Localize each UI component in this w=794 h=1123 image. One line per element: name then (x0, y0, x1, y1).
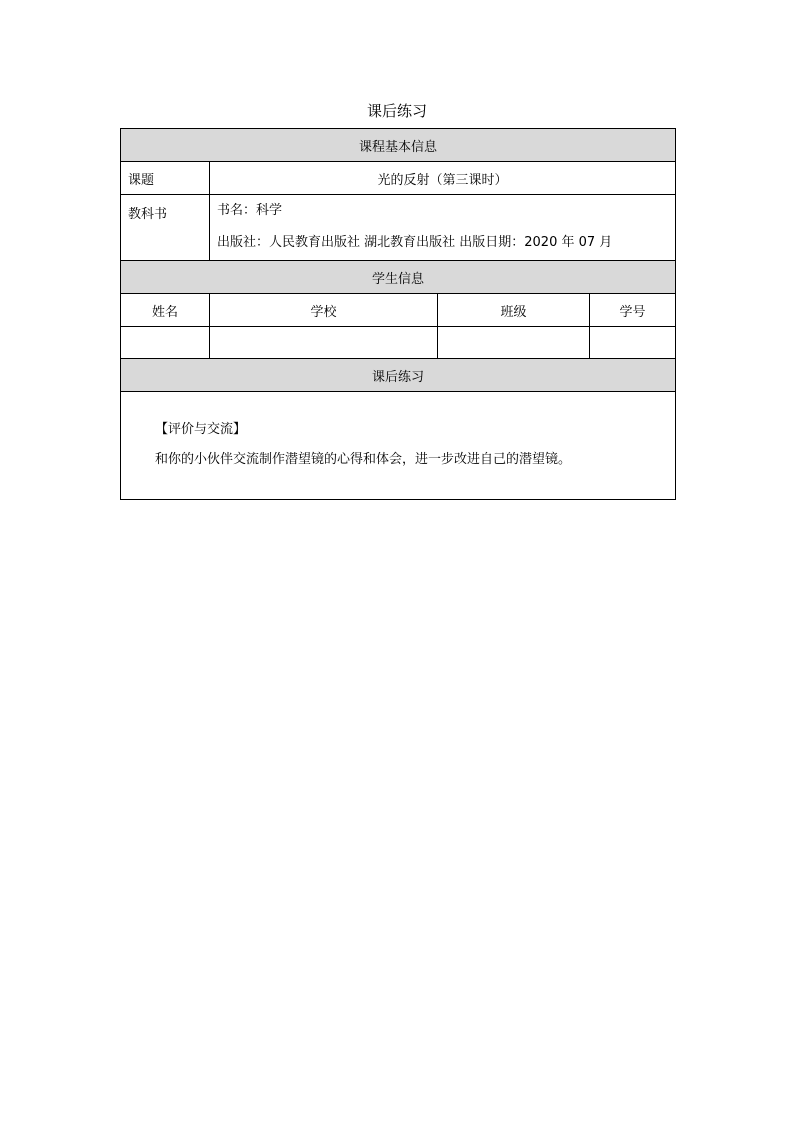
student-info-columns-row (121, 294, 676, 327)
document-title: 课后练习 (366, 102, 427, 120)
textbook-row (121, 195, 676, 261)
student-id-field[interactable] (590, 327, 676, 359)
column-name: 姓名 (121, 294, 210, 327)
publisher-line: 出版社：人民教育出版社 湖北教育出版社 出版日期：2020 年 07 月 (217, 235, 613, 250)
textbook-details (210, 195, 676, 261)
class-field[interactable] (438, 327, 590, 359)
course-info-header: 课程基本信息 (121, 129, 676, 162)
topic-value: 光的反射（第三课时） (210, 162, 676, 195)
name-field[interactable] (121, 327, 210, 359)
course-exercise-table (120, 128, 676, 500)
column-school: 学校 (210, 294, 438, 327)
student-info-header-row (121, 261, 676, 294)
column-class: 班级 (438, 294, 590, 327)
student-info-values-row (121, 327, 676, 359)
exercise-header: 课后练习 (121, 359, 676, 392)
topic-label: 课题 (121, 162, 210, 195)
exercise-body-row (121, 392, 676, 500)
exercise-body (121, 392, 676, 500)
textbook-label: 教科书 (121, 195, 210, 261)
exercise-heading: 【评价与交流】 (155, 422, 247, 437)
exercise-text: 和你的小伙伴交流制作潜望镜的心得和体会，进一步改进自己的潜望镜。 (155, 452, 572, 467)
exercise-header-row (121, 359, 676, 392)
student-info-header: 学生信息 (121, 261, 676, 294)
topic-row (121, 162, 676, 195)
school-field[interactable] (210, 327, 438, 359)
course-info-header-row (121, 129, 676, 162)
column-student-id: 学号 (590, 294, 676, 327)
book-name: 书名：科学 (217, 203, 283, 218)
